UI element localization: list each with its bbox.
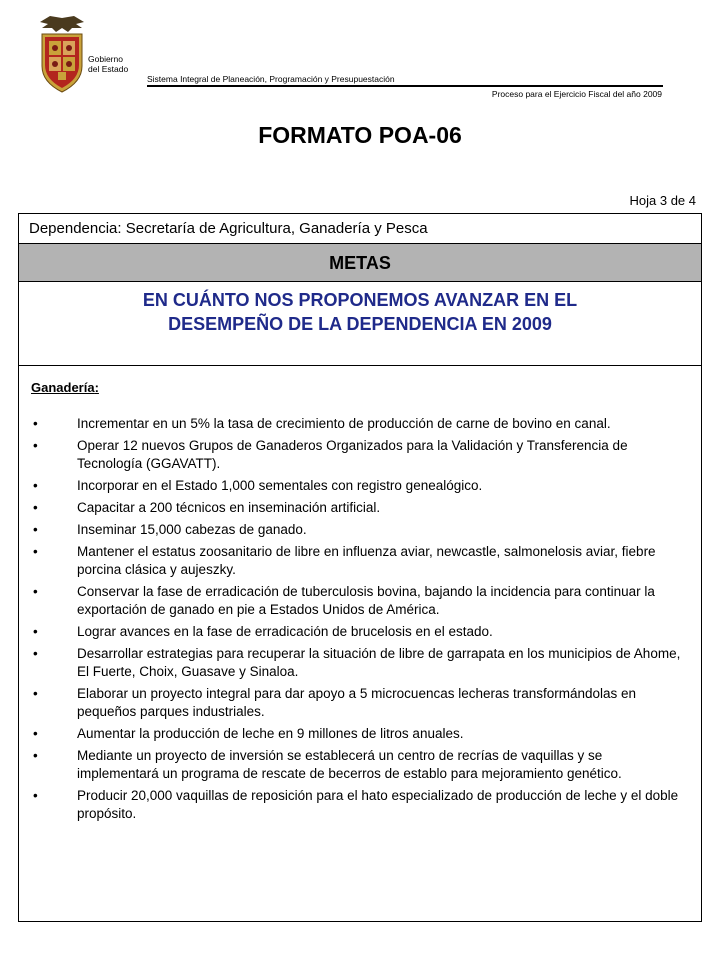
government-line-1: Gobierno <box>88 54 123 64</box>
bullet-icon: • <box>33 646 38 661</box>
goal-item <box>31 685 687 721</box>
section-heading <box>31 380 687 395</box>
goal-item <box>31 583 687 619</box>
document-header <box>0 0 720 110</box>
goal-text: Desarrollar estrategias para recuperar la situación de libre de garrapata en los municipios de Ahome, El Fuerte, Choix, Guasave y Sinaloa. <box>77 646 681 679</box>
goals-box <box>18 213 702 922</box>
goal-text: Incrementar en un 5% la tasa de crecimiento de producción de carne de bovino en canal. <box>77 416 611 431</box>
goal-item <box>31 787 687 823</box>
page-indicator: Hoja 3 de 4 <box>629 193 696 208</box>
header-rule <box>147 85 663 87</box>
bullet-icon: • <box>33 726 38 741</box>
goal-text: Mantener el estatus zoosanitario de libre en influenza aviar, newcastle, salmonelosis aviar, fiebre porcina clásica y aujeszky. <box>77 544 656 577</box>
subtitle-line-1: EN CUÁNTO NOS PROPONEMOS AVANZAR EN EL <box>142 290 578 310</box>
goal-text: Elaborar un proyecto integral para dar apoyo a 5 microcuencas lecheras transformándolas en pequeños parques industriales. <box>77 686 637 719</box>
goal-item <box>31 415 687 433</box>
goal-text: Capacitar a 200 técnicos en inseminación artificial. <box>77 500 381 515</box>
bullet-icon: • <box>33 624 38 639</box>
bullet-icon: • <box>33 500 38 515</box>
bullet-icon: • <box>33 416 38 431</box>
goal-text: Aumentar la producción de leche en 9 millones de litros anuales. <box>77 726 464 741</box>
goal-item <box>31 725 687 743</box>
bullet-icon: • <box>33 522 38 537</box>
goal-text: Mediante un proyecto de inversión se establecerá un centro de recrías de vaquillas y se implementará un programa de rescate de becerros de establo para mejoramiento genético. <box>77 748 622 781</box>
bullet-icon: • <box>33 438 38 453</box>
goal-text: Operar 12 nuevos Grupos de Ganaderos Organizados para la Validación y Transferencia de Tecnología (GGAVATT). <box>77 438 628 471</box>
bullet-icon: • <box>33 748 38 763</box>
goal-text: Lograr avances en la fase de erradicación de brucelosis en el estado. <box>77 624 493 639</box>
goals-content <box>19 366 701 823</box>
bullet-icon: • <box>33 584 38 599</box>
goal-item <box>31 623 687 641</box>
process-label: Proceso para el Ejercicio Fiscal del año 2009 <box>491 89 662 99</box>
state-seal-icon <box>36 14 88 96</box>
bullet-icon: • <box>33 478 38 493</box>
goal-item <box>31 543 687 579</box>
goals-subtitle <box>19 282 701 366</box>
goal-item <box>31 645 687 681</box>
goal-item <box>31 437 687 473</box>
dependency-row: Dependencia: Secretaría de Agricultura, Ganadería y Pesca <box>19 214 701 244</box>
subtitle-line-2: DESEMPEÑO DE LA DEPENDENCIA EN 2009 <box>168 314 552 334</box>
goal-text: Producir 20,000 vaquillas de reposición para el hato especializado de producción de leche y el doble propósito. <box>77 788 679 821</box>
section-title: Ganadería <box>31 380 95 395</box>
goal-text: Incorporar en el Estado 1,000 sementales con registro genealógico. <box>77 478 483 493</box>
section-colon: : <box>94 380 99 395</box>
goal-item <box>31 747 687 783</box>
goal-text: Conservar la fase de erradicación de tuberculosis bovina, bajando la incidencia para continuar la exportación de ganado en pie a Estados Unidos de América. <box>77 584 655 617</box>
bullet-icon: • <box>33 544 38 559</box>
government-line-2: del Estado <box>88 64 129 74</box>
metas-header: METAS <box>19 244 701 282</box>
goal-item <box>31 521 687 539</box>
goal-item <box>31 499 687 517</box>
bullet-icon: • <box>33 686 38 701</box>
document-title: FORMATO POA-06 <box>258 122 462 148</box>
goal-list <box>31 415 687 823</box>
system-name: Sistema Integral de Planeación, Programación y Presupuestación <box>147 74 395 84</box>
bullet-icon: • <box>33 788 38 803</box>
goal-item <box>31 477 687 495</box>
goal-text: Inseminar 15,000 cabezas de ganado. <box>77 522 307 537</box>
government-label <box>88 54 128 74</box>
